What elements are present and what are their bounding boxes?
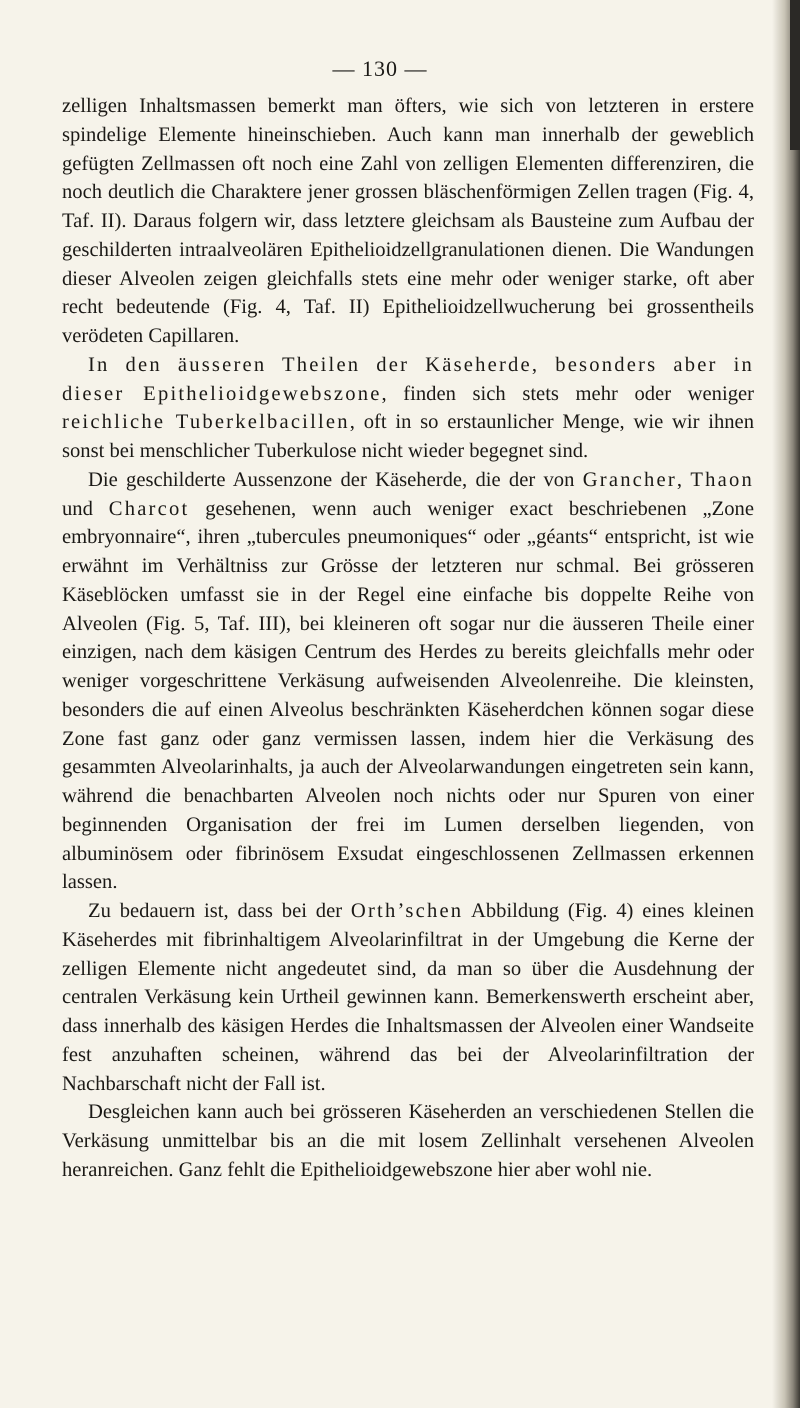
spaced-emphasis-text: Orth’schen [350,900,464,922]
page-number: — 130 — [332,56,428,81]
paragraph-text: und [62,497,109,520]
paragraph-text: Die geschilderte Aussenzone der Käseherde, die der von [88,468,583,491]
body-text [62,92,754,1185]
paragraph-text: Desgleichen kann auch bei grösseren Käseherden an verschiedenen Stellen die Verkäsung unmittelbar bis an die mit losem Zellinhalt versehenen Alveolen heranreichen. Ganz fehlt die Epithelioidgewebszone hier aber wohl nie. [62,1101,754,1181]
paragraph-text: , [676,468,691,491]
spaced-emphasis-text: Thaon [690,468,754,491]
spaced-emphasis-text: Charcot [108,497,190,520]
spaced-emphasis-text: Grancher [582,468,677,491]
page-edge-shadow [772,0,800,1408]
paragraph [62,351,754,466]
paragraph-text: Abbildung (Fig. 4) eines kleinen Käseherdes mit fibrinhaltigem Alveolarinfiltrat in der Umgebung die Kerne der zelligen Elemente nicht angedeutet sind, da man so über die Ausdehnung der centralen Verkäsung kein Urtheil gewinnen kann. Bemerkenswerth erscheint aber, dass innerhalb des käsigen Herdes die Inhaltsmassen der Alveolen einer Wandseite fest anzuhaften scheinen, während das bei der Alveolarinfiltration der Nachbarschaft nicht der Fall ist. [62,900,755,1095]
paragraph [62,1098,754,1184]
paragraph-text: zelligen Inhaltsmassen bemerkt man öfters, wie sich von letzteren in erstere spindelige Elemente hineinschieben. Auch kann man innerhalb der geweblich gefügten Zellmassen oft noch eine Zahl von zelligen Elementen differenziren, die noch deutlich die Charaktere jener grossen bläschenförmigen Zellen tragen (Fig. 4, Taf. II). Daraus folgern wir, dass letztere gleichsam als Bausteine zum Aufbau der geschilderten intraalveolären Epithelioidzellgranulationen dienen. Die Wandungen dieser Alveolen zeigen gleichfalls stets eine mehr oder weniger starke, oft aber recht bedeutende (Fig. 4, Taf. II) Epithelioidzellwucherung bei grossentheils verödeten Capillaren. [62,95,754,347]
paragraph-text: , finden sich stets mehr oder weniger [381,382,754,405]
paragraph [62,897,754,1098]
paragraph-text: Zu bedauern ist, dass bei der [88,900,351,922]
paragraph [62,466,754,897]
paragraph-text: gesehenen, wenn auch weniger exact beschriebenen „Zone embryonnaire“, ihren „tubercules pneumoniques“ oder „géants“ entspricht, ist wie erwähnt im Verhältniss zur Grösse der letzteren nur schmal. Bei grösseren Käseblöcken umfasst sie in der Regel eine einfache bis doppelte Reihe von Alveolen (Fig. 5, Taf. III), bei kleineren oft sogar nur die äusseren Theile einer einzigen, nach dem käsigen Centrum des Herdes zu bereits gleichfalls mehr oder weniger vorgeschrittene Verkäsung aufweisenden Alveolenreihe. Die kleinsten, besonders die auf einen Alveolus beschränkten Käseherdchen können sogar diese Zone fast ganz oder ganz vermissen lassen, indem hier die Verkäsung des gesammten Alveolarinhalts, ja auch der Alveolarwandungen eingetreten sein kann, während die benachbarten Alveolen noch nichts oder nur Spuren von einer beginnenden Organisation der frei im Lumen derselben liegenden, von albuminösem oder fibrinösem Exsudat eingeschlossenen Zellmassen erkennen lassen. [62,497,754,894]
spaced-emphasis-text: In den äusseren Theilen der Käseherde, besonders aber in dieser Epithelioidgewebszone [62,353,754,405]
paragraph [62,92,754,351]
paragraph-text: , oft in so erstaunlicher Menge, wie wir ihnen sonst bei menschlicher Tuberkulose nicht wieder begegnet sind. [62,411,754,462]
page-edge-dark [790,0,800,150]
spaced-emphasis-text: reichliche Tuberkelbacillen [62,411,350,434]
